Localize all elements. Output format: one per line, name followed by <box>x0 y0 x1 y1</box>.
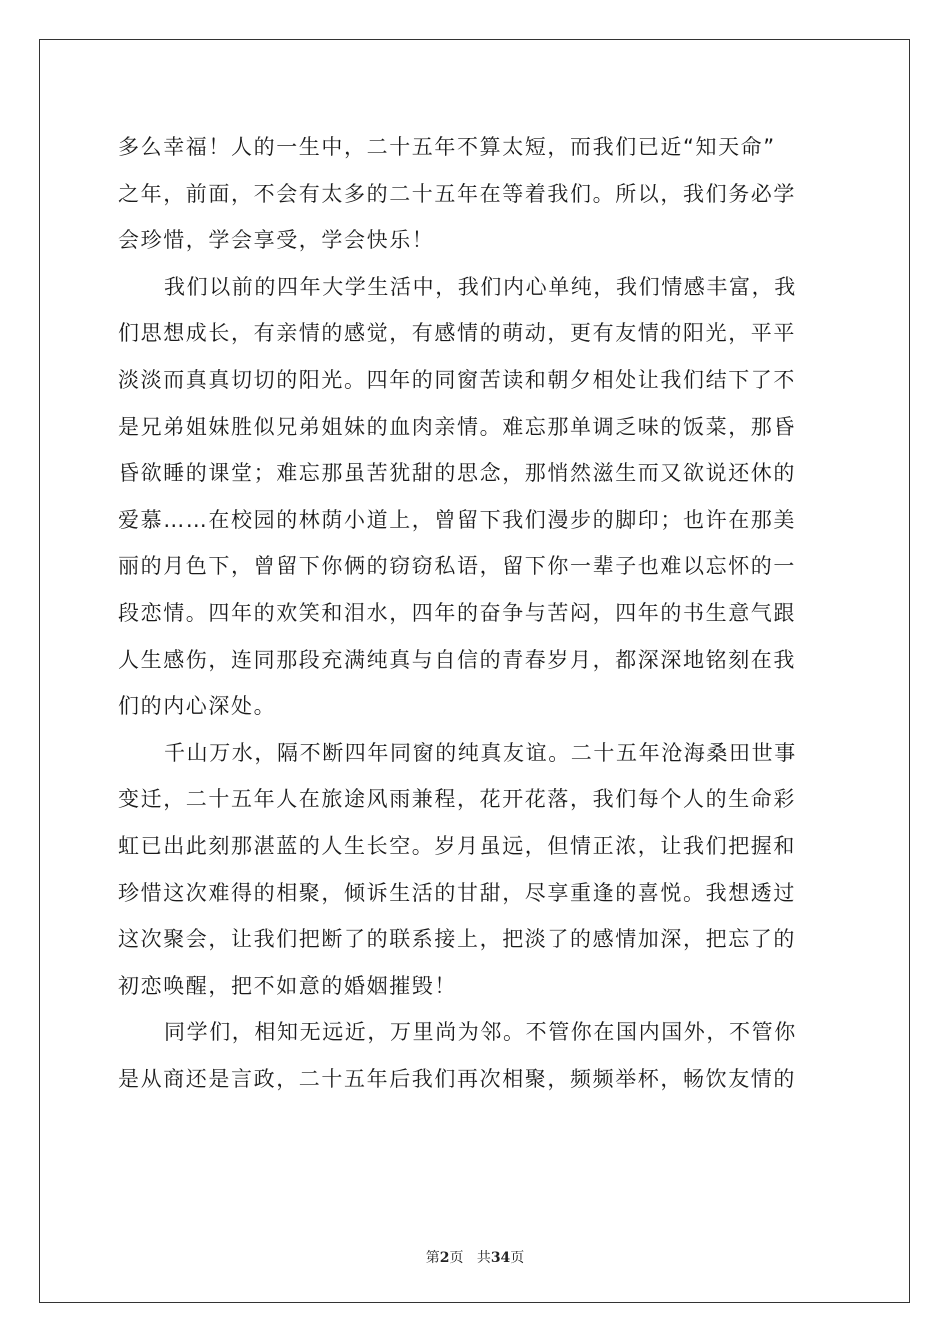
text-line: 变迁，二十五年人在旅途风雨兼程，花开花落，我们每个人的生命彩 <box>118 787 796 812</box>
total-prefix: 共 <box>476 1250 491 1266</box>
text-line: 会珍惜，学会享受，学会快乐！ <box>118 228 435 253</box>
text-line: 人生感伤，连同那段充满纯真与自信的青春岁月，都深深地铭刻在我 <box>118 647 796 672</box>
text-line: 我们以前的四年大学生活中，我们内心单纯，我们情感丰富，我 <box>164 274 797 299</box>
text-line: 丽的月色下，曾留下你俩的窃窃私语，留下你一辈子也难以忘怀的一 <box>118 554 796 579</box>
text-line: 珍惜这次难得的相聚，倾诉生活的甘甜，尽享重逢的喜悦。我想透过 <box>118 880 796 905</box>
total-suffix: 页 <box>510 1250 525 1266</box>
page-suffix: 页 <box>449 1250 464 1266</box>
text-line: 是兄弟姐妹胜似兄弟姐妹的血肉亲情。难忘那单调乏味的饭菜，那昏 <box>118 414 796 439</box>
total-pages: 34 <box>490 1250 511 1266</box>
text-line: 初恋唤醒，把不如意的婚姻摧毁！ <box>118 973 457 998</box>
page-footer <box>0 1247 950 1267</box>
text-line: 昏欲睡的课堂；难忘那虽苦犹甜的思念，那悄然滋生而又欲说还休的 <box>118 461 796 486</box>
page-number: 2 <box>439 1250 450 1266</box>
text-line: 是从商还是言政，二十五年后我们再次相聚，频频举杯，畅饮友情的 <box>118 1066 796 1091</box>
text-line: 们思想成长，有亲情的感觉，有感情的萌动，更有友情的阳光，平平 <box>118 321 796 346</box>
page-prefix: 第 <box>425 1250 440 1266</box>
text-line: 淡淡而真真切切的阳光。四年的同窗苦读和朝夕相处让我们结下了不 <box>118 367 796 392</box>
text-line: 爱慕……在校园的林荫小道上，曾留下我们漫步的脚印；也许在那美 <box>118 507 796 532</box>
text-line: 同学们，相知无远近，万里尚为邻。不管你在国内国外，不管你 <box>164 1020 797 1045</box>
text-line: 多么幸福！人的一生中，二十五年不算太短，而我们已近“知天命” <box>118 135 776 159</box>
text-line: 这次聚会，让我们把断了的联系接上，把淡了的感情加深，把忘了的 <box>118 927 796 952</box>
text-line: 之年，前面，不会有太多的二十五年在等着我们。所以，我们务必学 <box>118 181 796 206</box>
text-line: 千山万水，隔不断四年同窗的纯真友谊。二十五年沧海桑田世事 <box>164 740 797 765</box>
text-line: 段恋情。四年的欢笑和泪水，四年的奋争与苦闷，四年的书生意气跟 <box>118 600 796 625</box>
text-line: 们的内心深处。 <box>118 694 277 719</box>
text-line: 虹已出此刻那湛蓝的人生长空。岁月虽远，但情正浓，让我们把握和 <box>118 833 796 858</box>
document-body <box>118 124 830 1102</box>
